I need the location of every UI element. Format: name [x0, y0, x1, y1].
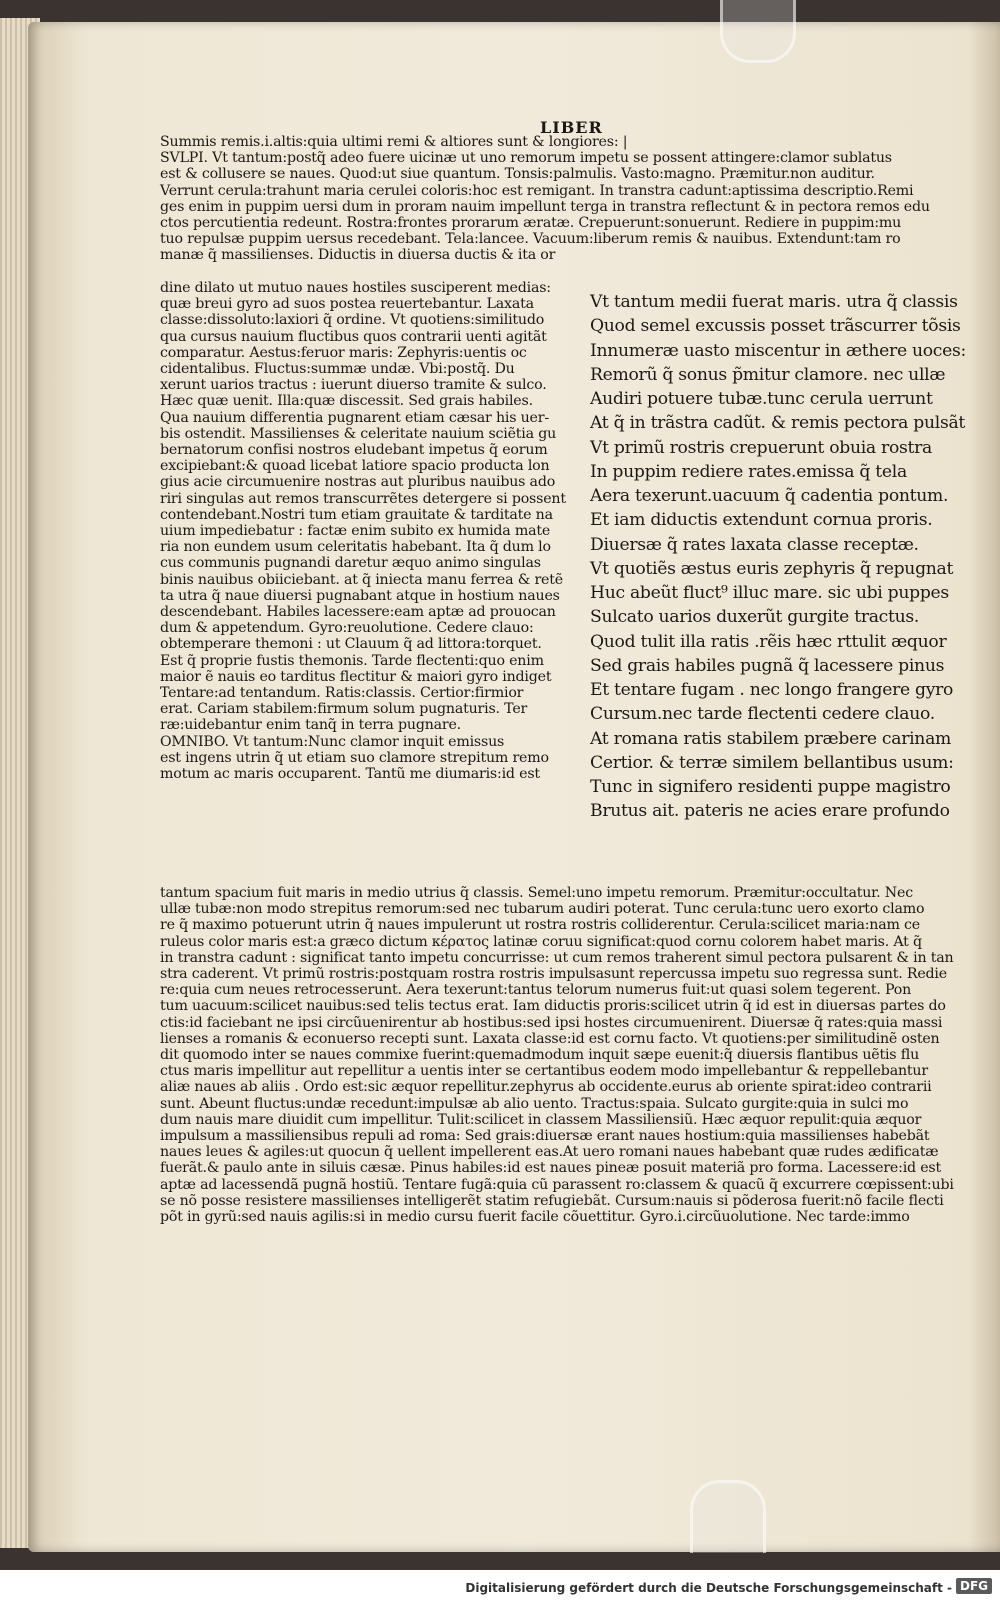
left-column-line: gius acie circumuenire nostras aut pluribus nauibus ado	[160, 474, 556, 491]
left-column-line: riri singulas aut remos transcurrẽtes detergere si possent	[160, 490, 566, 507]
left-column-line: binis nauibus obiiciebant. at q̃ iniecta manu ferrea & retẽ	[160, 571, 563, 588]
poem-line: Brutus ait. pateris ne acies erare profundo	[590, 801, 950, 822]
poem-line: Remorũ q̃ sonus p̃mitur clamore. nec ullæ	[590, 364, 946, 385]
bottom-block-line: ctus maris impellitur aut repellitur a uentis inter se certantibus eodem modo impellebantur & reppellebantur	[160, 1063, 928, 1080]
top-block-line: manæ q̃ massilienses. Diductis in diuersa ductis & ita or	[160, 247, 556, 264]
left-column-line: maior ẽ nauis eo tarditus flectitur & maiori gyro indiget	[160, 668, 552, 685]
left-column-line: motum ac maris occuparent. Tantũ me diumaris:id est	[160, 766, 540, 783]
left-column-line: classe:dissoluto:laxiori q̃ ordine. Vt quotiens:similitudo	[160, 312, 545, 329]
bottom-block-line: in transtra cadunt : significat tanto impetu concurrisse: ut cum remos traherent simul pectora pulsarent & in tan	[160, 949, 954, 966]
bottom-block-line: põt in gyrũ:sed nauis agilis:si in medio cursu fuerit facile cõuettitur. Gyro.i.circũuolutione. Nec tarde:immo	[160, 1209, 910, 1226]
bottom-block-line: dit quomodo inter se naues commixe fuerint:quemadmodum inquit sæpe euenit:q̃ diuersis flantibus uẽtis flu	[160, 1047, 920, 1064]
bottom-block-line: sunt. Abeunt fluctus:undæ recedunt:impulsæ ab alio uento. Tractus:spaia. Sulcato gurgite:quia in sulci mo	[160, 1095, 909, 1112]
commentary-bottom-block	[160, 885, 954, 1226]
poem-line: Certior. & terræ similem bellantibus usum:	[590, 752, 954, 773]
poem-line: Aera texerunt.uacuum q̃ cadentia pontum.	[590, 486, 949, 506]
dfg-logo: DFG	[956, 1578, 992, 1594]
left-column-line: bernatorum confisi nostros eludebant impetus q̃ eorum	[160, 442, 548, 459]
bottom-block-line: ctis:id faciebant ne ipsi circũuenirentur ab hostibus:sed ipsi hostes circumuenirent. Diuersæ q̃ rates:quia massi	[160, 1014, 943, 1031]
top-block-line: Summis remis.i.altis:quia ultimi remi & altiores sunt & longiores: |	[160, 134, 628, 150]
poem-line: Quod tulit illa ratis .rẽis hæc rttulit æquor	[590, 631, 947, 652]
poem-line: Et iam diductis extendunt cornua proris.	[590, 510, 933, 531]
poem-line: Vt primũ rostris crepuerunt obuia rostra	[590, 437, 932, 458]
bottom-block-line: impulsum a massiliensibus repuli ad roma: Sed grais:diuersæ erant naues hostium:quia massilienses habebãt	[160, 1128, 930, 1145]
bottom-block-line: lienses a romanis & econuerso recepti sunt. Laxata classe:id est cornu facto. Vt quotiens:per similitudinẽ osten	[160, 1030, 940, 1047]
left-column-line: bis ostendit. Massilienses & celeritate nauium sciẽtia gu	[160, 425, 557, 442]
poem-verse-column	[590, 290, 967, 824]
poem-line: Diuersæ q̃ rates laxata classe receptæ.	[590, 534, 919, 555]
bottom-block-line: re q̃ maximo potuerunt utrin q̃ naues impulerunt ut rostra rostris colliderentur. Cerula:scilicet maria:nam ce	[160, 917, 920, 934]
bottom-block-line: aptæ ad lacessendã pugnã hostiũ. Tentare fugã:quia cũ parassent ro:classem & quacũ q̃ excurrere cœpissent:ubi	[160, 1176, 954, 1193]
left-column-line: descendebant. Habiles lacessere:eam aptæ ad prouocan	[160, 604, 556, 621]
poem-line: In puppim rediere rates.emissa q̃ tela	[590, 461, 907, 482]
poem-line: Vt tantum medii fuerat maris. utra q̃ classis	[590, 292, 958, 312]
bottom-block-line: tantum spacium fuit maris in medio utrius q̃ classis. Semel:uno impetu remorum. Præmitur:occultatur. Nec	[160, 885, 913, 901]
left-column-line: qua cursus nauium fluctibus quos contrarii uenti agitãt	[160, 328, 547, 345]
page-clip-bottom	[690, 1480, 766, 1553]
bottom-block-line: ullæ tubæ:non modo strepitus remorum:sed nec tubarum audiri poterat. Tunc cerula:tunc uero exorto clamo	[160, 901, 925, 918]
running-head: LIBER	[540, 118, 603, 137]
left-column-line: ria non eundem usum celeritatis habebant. Ita q̃ dum lo	[160, 539, 551, 556]
bottom-block-line: stra caderent. Vt primũ rostris:postquam rostra rostris impulsasunt repercussa impetu suo regressa sunt. Redie	[160, 966, 947, 983]
commentary-top-block	[160, 134, 950, 264]
poem-line: Et tentare fugam . nec longo frangere gyro	[590, 680, 954, 700]
poem-line: Vt quotiẽs æstus euris zephyris q̃ repugnat	[590, 558, 954, 579]
top-block-line: SVLPI. Vt tantum:postq̃ adeo fuere uicinæ ut uno remorum impetu se possent attingere:clamor sublatus	[160, 150, 892, 167]
left-column-line: ræ:uidebantur enim tanq̃ in terra pugnare.	[160, 717, 461, 734]
top-block-line: ctos percutientia redeunt. Rostra:frontes prorarum æratæ. Crepuerunt:sonuerunt. Rediere in puppim:mu	[160, 215, 902, 232]
left-column-line: OMNIBO. Vt tantum:Nunc clamor inquit emissus	[160, 733, 505, 750]
left-column-line: contendebant.Nostri tum etiam grauitate & tarditate na	[160, 506, 553, 523]
left-column-line: Qua nauium differentia pugnarent etiam cæsar his uer-	[160, 409, 549, 426]
bottom-block-line: tum uacuum:scilicet nauibus:sed telis tectus erat. Iam diductis proris:scilicet utrin q̃ id est in diuersas partes do	[160, 998, 946, 1015]
bottom-block-line: dum nauis mare diuidit cum impellitur. Tulit:scilicet in classem Massiliensiũ. Hæc æquor repulit:quia æquor	[160, 1111, 922, 1128]
poem-line: Tunc in signifero residenti puppe magistro	[590, 777, 951, 797]
poem-line: Innumeræ uasto miscentur in æthere uoces:	[590, 340, 967, 361]
left-column-line: xerunt uarios tractus : iuerunt diuerso tramite & sulco.	[160, 377, 547, 394]
left-column-line: Est q̃ proprie fustis themonis. Tarde flectenti:quo enim	[160, 652, 544, 669]
bottom-block-line: naues leues & agiles:ut quocun q̃ uellent impellerent eas.At uero romani naues habebant quæ rudes ædificatæ	[160, 1144, 939, 1161]
page-clip-top	[720, 0, 796, 63]
left-column-line: cus communis pugnandi daretur æquo animo singulas	[160, 555, 541, 572]
poem-line: Cursum.nec tarde flectenti cedere clauo.	[590, 704, 935, 725]
top-block-line: tuo repulsæ puppim uersus recedebant. Tela:lancee. Vacuum:liberum remis & nauibus. Extendunt:tam ro	[160, 231, 901, 248]
top-block-line: ges enim in puppim uersi dum in proram nauim impellunt terga in transtra reflectunt & in pectora remos edu	[160, 198, 930, 215]
poem-line: Quod semel excussis posset trãscurrer tõsis	[590, 316, 961, 337]
footer-credit: Digitalisierung gefördert durch die Deutsche Forschungsgemeinschaft -	[465, 1581, 952, 1595]
left-column-line: dum & appetendum. Gyro:reuolutione. Cedere clauo:	[160, 620, 534, 637]
poem-line: Sulcato uarios duxerũt gurgite tractus.	[590, 607, 920, 628]
poem-line: Audiri potuere tubæ.tunc cerula uerrunt	[590, 389, 933, 409]
top-block-line: Verrunt cerula:trahunt maria cerulei coloris:hoc est remigant. In transtra cadunt:aptissima descriptio.Remi	[160, 182, 914, 199]
commentary-left-column	[160, 280, 580, 782]
poem-line: At q̃ in trãstra cadũt. & remis pectora pulsãt	[590, 413, 966, 434]
top-block-line: est & collusere se naues. Quod:ut siue quantum. Tonsis:palmulis. Vasto:magno. Præmitur.non auditur.	[160, 166, 875, 183]
left-column-line: ta utra q̃ naue diuersi pugnabant atque in hostium naues	[160, 587, 560, 604]
poem-line: Huc abeũt fluct⁹ illuc mare. sic ubi puppes	[590, 583, 949, 603]
poem-line: At romana ratis stabilem præbere carinam	[590, 728, 952, 749]
left-column-line: Tentare:ad tentandum. Ratis:classis. Certior:firmior	[160, 685, 524, 702]
left-column-line: erat. Cariam stabilem:firmum solum pugnaturis. Ter	[160, 701, 528, 718]
left-column-line: est ingens utrin q̃ ut etiam suo clamore strepitum remo	[160, 749, 549, 766]
left-column-line: obtemperare themoni : ut Clauum q̃ ad littora:torquet.	[160, 636, 542, 653]
left-column-line: uium impediebatur : factæ enim subito ex humida mate	[160, 523, 551, 540]
left-column-line: excipiebant:& quoad licebat latiore spacio producta lon	[160, 458, 550, 475]
poem-line: Sed grais habiles pugnã q̃ lacessere pinus	[590, 655, 945, 676]
bottom-block-line: re:quia cum neues retrocesserunt. Aera texerunt:tantus telorum numerus fuit:ut quasi solem tegerent. Pon	[160, 982, 912, 999]
left-column-line: cidentalibus. Fluctus:summæ undæ. Vbi:postq̃. Du	[160, 361, 515, 378]
bottom-block-line: aliæ naues ab aliis . Ordo est:sic æquor repellitur.zephyrus ab occidente.eurus ab oriente spirat:ideo contrarii	[160, 1079, 932, 1096]
left-column-line: comparatur. Aestus:feruor maris: Zephyris:uentis oc	[160, 344, 527, 361]
bottom-block-line: se nõ posse resistere massilienses intelligerẽt statim refugiebãt. Cursum:nauis si põderosa fuerit:nõ facile flecti	[160, 1192, 944, 1209]
left-column-line: quæ breui gyro ad suos postea reuertebantur. Laxata	[160, 296, 534, 313]
left-column-line: Hæc quæ uenit. Illa:quæ discessit. Sed grais habiles.	[160, 393, 533, 410]
bottom-block-line: fuerãt.& paulo ante in siluis cæsæ. Pinus habiles:id est naues pineæ posuit materiã pro forma. Lacessere:id est	[160, 1160, 942, 1177]
bottom-block-line: ruleus color maris est:a græco dictum κέρατος latinæ coruu significat:quod cornu colorem habet maris. At q̃	[160, 933, 922, 950]
left-column-line: dine dilato ut mutuo naues hostiles susciperent medias:	[160, 280, 551, 296]
